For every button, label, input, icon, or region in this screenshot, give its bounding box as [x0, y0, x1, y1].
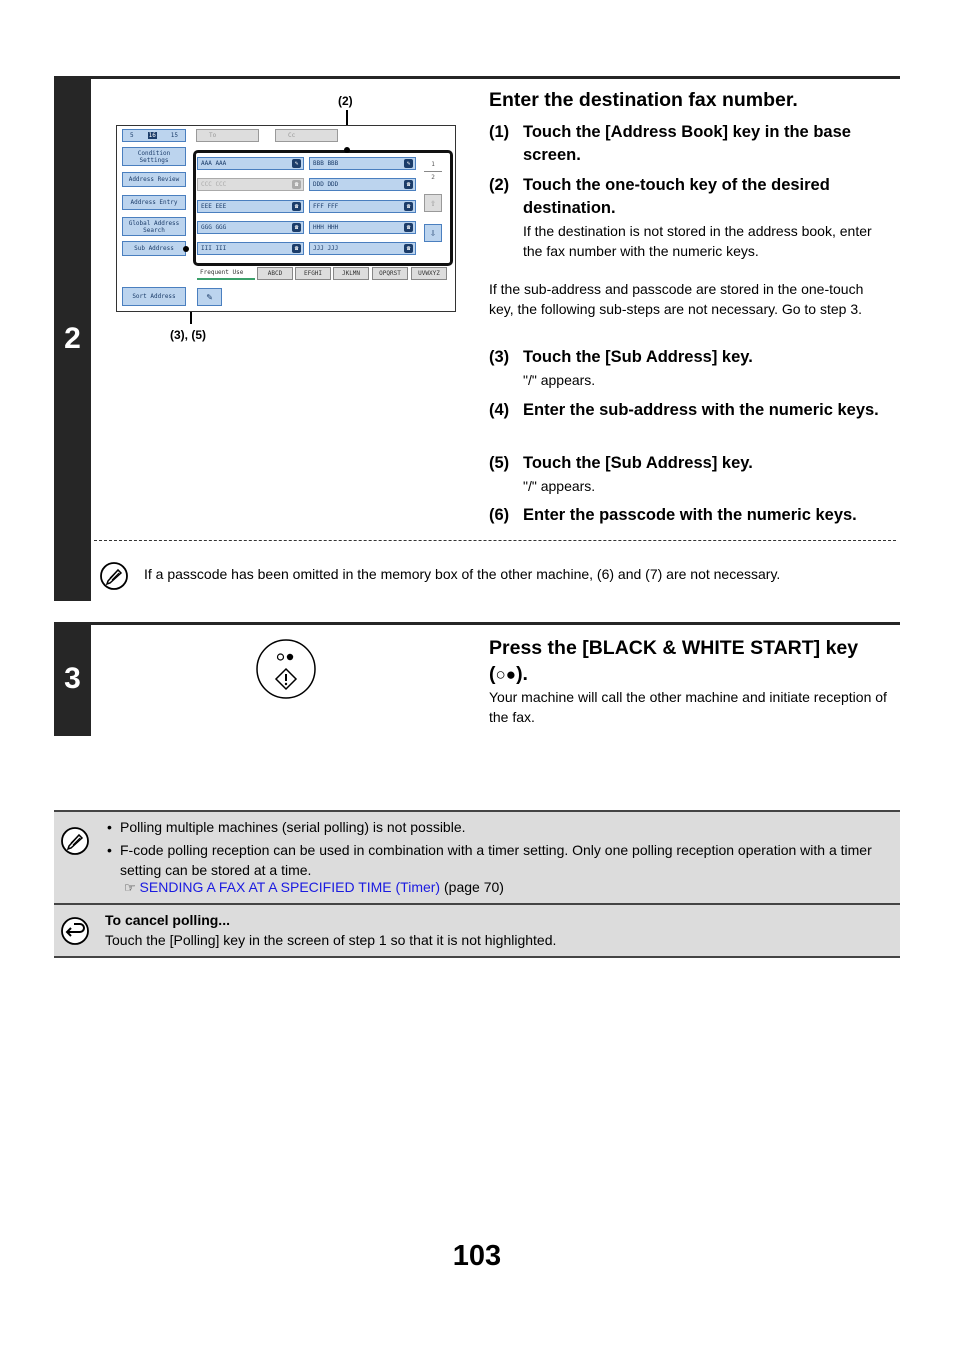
scroll-down-icon[interactable]: ⇩ [424, 224, 442, 242]
tab-jklmn[interactable]: JKLMN [333, 267, 369, 280]
tab-efghi[interactable]: EFGHI [295, 267, 331, 280]
one-touch-key[interactable] [309, 200, 416, 213]
page-num: 1 [431, 161, 435, 168]
step2-item-5-note: "/" appears. [523, 478, 596, 494]
global-address-search-button[interactable]: Global Address Search [122, 217, 186, 236]
address-entry-button[interactable]: Address Entry [122, 195, 186, 210]
key-label: AAA AAA [201, 160, 227, 167]
callout-2-dot [344, 147, 350, 153]
one-touch-key[interactable] [309, 157, 416, 170]
page-indicator [122, 129, 186, 142]
condition-settings-button[interactable]: Condition Settings [122, 147, 186, 166]
step2-top-rule [54, 76, 900, 79]
phone-icon: ☎ [292, 244, 301, 253]
one-touch-key[interactable] [197, 157, 304, 170]
step2-item-2-note: If the destination is not stored in the address book, enter the fax number with the numeric keys. [523, 223, 872, 259]
key-label: DDD DDD [313, 181, 339, 188]
phone-icon: ☎ [292, 202, 301, 211]
step3-top-rule [54, 622, 900, 625]
one-touch-key[interactable] [197, 200, 304, 213]
page-current: 16 [148, 132, 156, 139]
key-label: III III [201, 245, 227, 252]
return-arrow-icon [60, 916, 90, 951]
step2-note: If a passcode has been omitted in the memory box of the other machine, (6) and (7) are not necessary. [144, 566, 781, 582]
item-number: (2) [489, 176, 510, 194]
cc-label: Cc [288, 132, 296, 139]
page-num: 2 [424, 171, 442, 184]
tab-uvwxyz[interactable]: UVWXYZ [411, 267, 447, 280]
callout-3-5: (3), (5) [170, 328, 206, 342]
step3-body: Your machine will call the other machine and initiate reception of the fax. [489, 689, 887, 725]
black-circle-icon: ● [505, 665, 517, 684]
item-text: Touch the [Sub Address] key. [523, 348, 753, 366]
phone-icon: ☎ [404, 202, 413, 211]
cc-field [275, 129, 338, 142]
step2-paragraph: If the sub-address and passcode are stored in the one-touch key, the following sub-steps are not necessary. Go to step 3. [489, 281, 864, 317]
callout-3-5-dot [183, 246, 189, 252]
item-number: (1) [489, 123, 510, 141]
tab-abcd[interactable]: ABCD [257, 267, 293, 280]
phone-icon: ☎ [404, 180, 413, 189]
reference-line [124, 878, 504, 898]
one-touch-key[interactable] [197, 221, 304, 234]
notes-box [54, 810, 900, 905]
callout-2: (2) [338, 94, 353, 108]
cancel-body: Touch the [Polling] key in the screen of step 1 so that it is not highlighted. [105, 932, 557, 948]
sort-address-button[interactable]: Sort Address [122, 287, 186, 306]
item-text: Enter the sub-address with the numeric keys. [523, 401, 879, 419]
link-page: (page 70) [444, 879, 504, 895]
black-white-start-key-icon [256, 639, 316, 704]
dashed-divider [94, 540, 896, 541]
address-review-button[interactable]: Address Review [122, 172, 186, 187]
address-book-screen [116, 125, 456, 312]
step3-number: 3 [54, 622, 91, 736]
tab-frequent-use[interactable]: Frequent Use [197, 267, 255, 280]
to-label: To [209, 132, 217, 139]
tab-opqrst[interactable]: OPQRST [372, 267, 408, 280]
phone-icon: ☎ [292, 223, 301, 232]
one-touch-key[interactable] [309, 221, 416, 234]
group-icon: ✎ [404, 159, 413, 168]
key-label: BBB BBB [313, 160, 339, 167]
item-text: Touch the [Sub Address] key. [523, 454, 753, 472]
pointing-hand-icon: ☞ [124, 880, 136, 895]
item-text: Enter the passcode with the numeric keys. [523, 506, 857, 524]
item-text: Touch the one-touch key of the desired destination. [523, 176, 830, 217]
pencil-note-icon [99, 561, 129, 596]
step3-title-text: Press the [BLACK & WHITE START] key ( [489, 637, 859, 685]
item-text: Touch the [Address Book] key in the base screen. [523, 123, 851, 164]
page-total: 15 [170, 132, 179, 139]
phone-icon: ☎ [404, 223, 413, 232]
item-number: (4) [489, 401, 510, 419]
one-touch-key[interactable] [309, 178, 416, 191]
phone-icon: ☎ [292, 180, 301, 189]
cancel-box [54, 903, 900, 958]
page-list [424, 159, 442, 185]
white-circle-icon: ○ [495, 665, 506, 684]
key-label: GGG GGG [201, 224, 227, 231]
step2-item-3-note: "/" appears. [523, 372, 596, 388]
key-label: EEE EEE [201, 203, 227, 210]
note-bullet-2: F-code polling reception can be used in combination with a timer setting. Only one polling reception operation with a timer setting can be stored at a time. [120, 842, 872, 878]
item-number: (3) [489, 348, 510, 366]
one-touch-key[interactable] [197, 242, 304, 255]
step2-title: Enter the destination fax number. [489, 89, 798, 111]
note-bullet-1: Polling multiple machines (serial polling) is not possible. [120, 819, 466, 835]
page-number: 103 [452, 1240, 502, 1272]
sub-address-button[interactable]: Sub Address [122, 241, 186, 256]
item-number: (6) [489, 506, 510, 524]
pencil-note-icon [60, 826, 90, 861]
timer-link[interactable]: SENDING A FAX AT A SPECIFIED TIME (Timer) [139, 879, 441, 895]
one-touch-key[interactable] [197, 178, 304, 191]
item-number: (5) [489, 454, 510, 472]
step3-title [489, 635, 899, 688]
group-icon: ✎ [292, 159, 301, 168]
cancel-title: To cancel polling... [105, 912, 230, 928]
to-field [196, 129, 259, 142]
step3-title-end: ). [516, 663, 528, 685]
key-label: JJJ JJJ [313, 245, 339, 252]
one-touch-key[interactable] [309, 242, 416, 255]
scroll-up-icon[interactable]: ⇧ [424, 194, 442, 212]
bullet-dot: • [107, 819, 112, 835]
key-label: HHH HHH [313, 224, 339, 231]
bullet-dot: • [107, 842, 112, 858]
key-label: CCC CCC [201, 181, 227, 188]
edit-icon[interactable]: ✎ [197, 288, 222, 306]
page-indicator-start: 5 [129, 132, 134, 139]
step2-number: 2 [54, 76, 91, 601]
phone-icon: ☎ [404, 244, 413, 253]
key-label: FFF FFF [313, 203, 339, 210]
